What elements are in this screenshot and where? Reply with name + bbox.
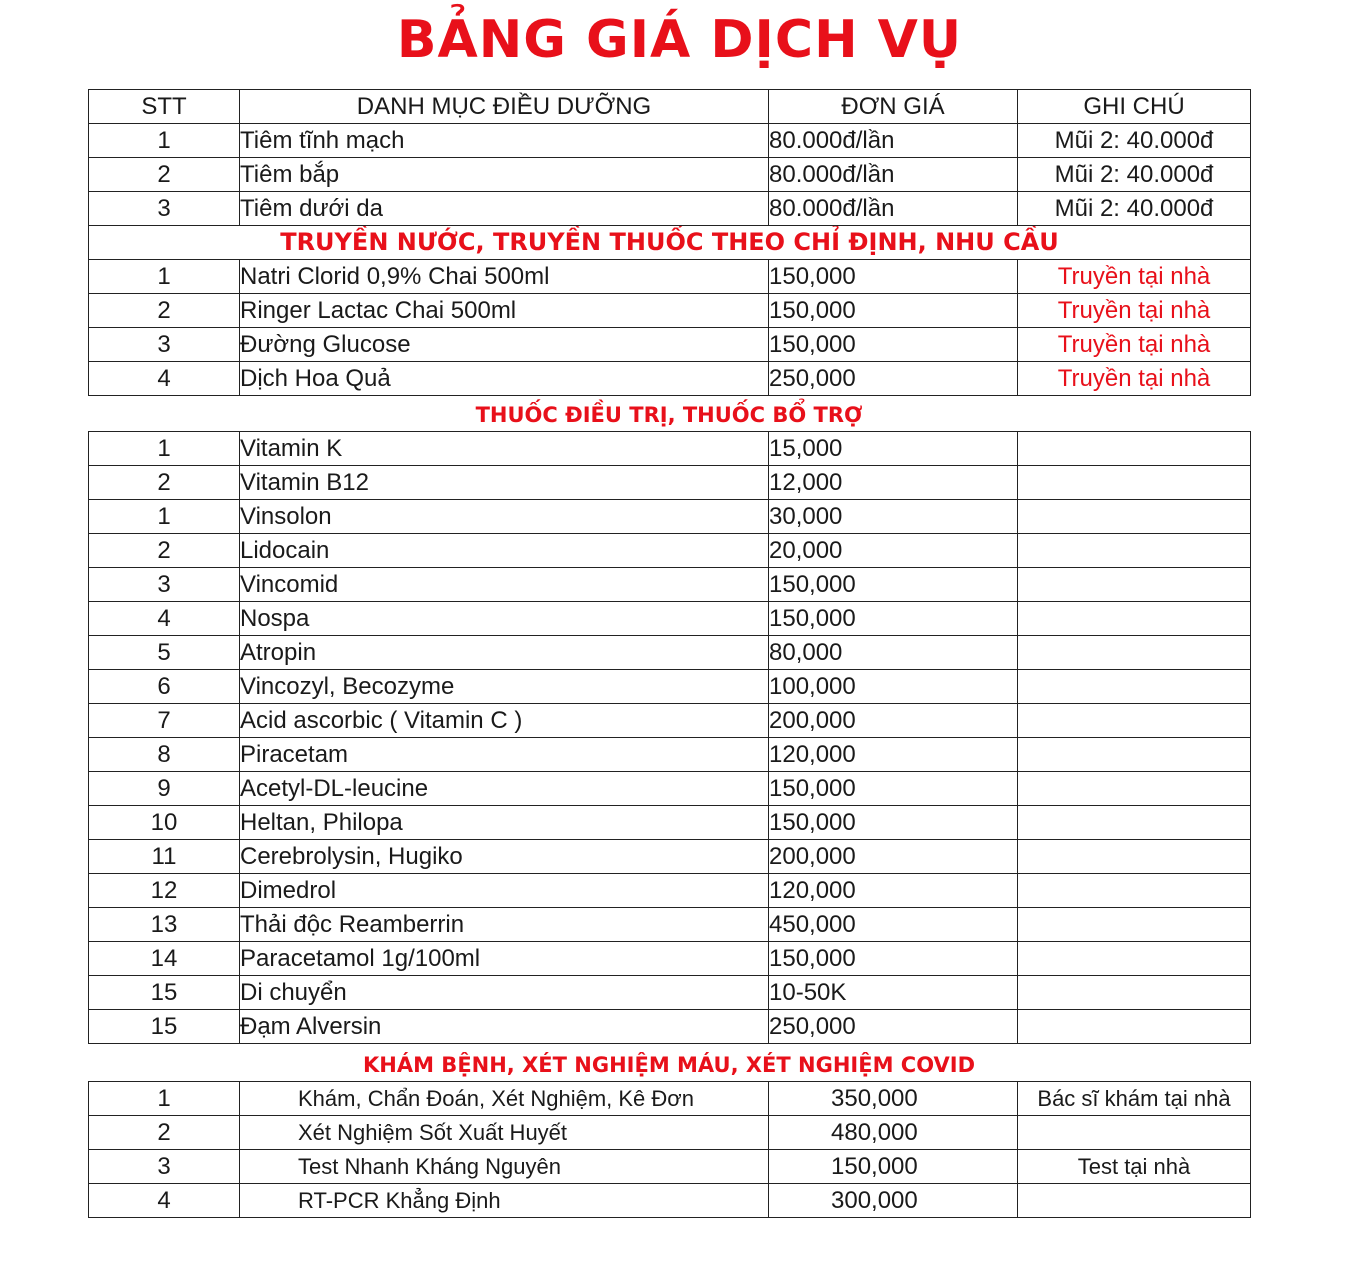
cell-name: Ringer Lactac Chai 500ml	[240, 294, 769, 328]
cell-note	[1018, 976, 1251, 1010]
cell-note	[1018, 1010, 1251, 1044]
cell-price: 450,000	[769, 908, 1018, 942]
table-row	[89, 976, 1251, 1010]
cell-stt: 3	[89, 192, 240, 226]
cell-name: Heltan, Philopa	[240, 806, 769, 840]
cell-stt: 7	[89, 704, 240, 738]
cell-stt: 8	[89, 738, 240, 772]
table-row	[89, 1116, 1251, 1150]
table-row	[89, 772, 1251, 806]
cell-name: Nospa	[240, 602, 769, 636]
cell-note	[1018, 738, 1251, 772]
header-stt: STT	[89, 90, 240, 124]
medicine-table	[88, 431, 1251, 1044]
table-header-row	[89, 90, 1251, 124]
cell-name: Dịch Hoa Quả	[240, 362, 769, 396]
cell-note	[1018, 534, 1251, 568]
cell-price: 10-50K	[769, 976, 1018, 1010]
cell-note: Mũi 2: 40.000đ	[1018, 158, 1251, 192]
cell-name: Khám, Chẩn Đoán, Xét Nghiệm, Kê Đơn	[240, 1082, 769, 1116]
table-row	[89, 534, 1251, 568]
cell-note	[1018, 874, 1251, 908]
cell-stt: 3	[89, 328, 240, 362]
cell-price: 150,000	[769, 942, 1018, 976]
table-row	[89, 362, 1251, 396]
cell-note	[1018, 908, 1251, 942]
cell-price: 80.000đ/lần	[769, 158, 1018, 192]
table-row	[89, 1184, 1251, 1218]
cell-stt: 1	[89, 260, 240, 294]
cell-name: Tiêm tĩnh mạch	[240, 124, 769, 158]
section-title-infusion: TRUYỀN NƯỚC, TRUYỀN THUỐC THEO CHỈ ĐỊNH, NHU CẦU	[89, 226, 1251, 260]
cell-stt: 3	[89, 1150, 240, 1184]
cell-price: 80.000đ/lần	[769, 192, 1018, 226]
cell-name: Vitamin B12	[240, 466, 769, 500]
table-row	[89, 500, 1251, 534]
table-row	[89, 158, 1251, 192]
cell-price: 350,000	[769, 1082, 1018, 1116]
cell-name: Tiêm bắp	[240, 158, 769, 192]
cell-name: Tiêm dưới da	[240, 192, 769, 226]
cell-price: 250,000	[769, 1010, 1018, 1044]
table-row	[89, 942, 1251, 976]
cell-note	[1018, 942, 1251, 976]
cell-stt: 3	[89, 568, 240, 602]
table-row	[89, 704, 1251, 738]
table-row	[89, 874, 1251, 908]
cell-name: Thải độc Reamberrin	[240, 908, 769, 942]
cell-name: Vinsolon	[240, 500, 769, 534]
table-row	[89, 1082, 1251, 1116]
cell-name: Vincomid	[240, 568, 769, 602]
table-row	[89, 908, 1251, 942]
cell-stt: 9	[89, 772, 240, 806]
page-title: BẢNG GIÁ DỊCH VỤ	[396, 10, 963, 70]
cell-stt: 2	[89, 466, 240, 500]
cell-stt: 2	[89, 158, 240, 192]
table-row	[89, 568, 1251, 602]
header-name: DANH MỤC ĐIỀU DƯỠNG	[240, 90, 769, 124]
cell-note	[1018, 568, 1251, 602]
cell-note	[1018, 704, 1251, 738]
cell-stt: 1	[89, 432, 240, 466]
table-row	[89, 1150, 1251, 1184]
table-row	[89, 636, 1251, 670]
cell-price: 20,000	[769, 534, 1018, 568]
table-row	[89, 294, 1251, 328]
cell-name: Đạm Alversin	[240, 1010, 769, 1044]
cell-note	[1018, 1116, 1251, 1150]
cell-price: 150,000	[769, 260, 1018, 294]
table-row	[89, 840, 1251, 874]
cell-name: Di chuyển	[240, 976, 769, 1010]
cell-price: 250,000	[769, 362, 1018, 396]
cell-note	[1018, 500, 1251, 534]
cell-stt: 6	[89, 670, 240, 704]
cell-note: Truyền tại nhà	[1018, 294, 1251, 328]
cell-price: 80.000đ/lần	[769, 124, 1018, 158]
cell-price: 150,000	[769, 1150, 1018, 1184]
cell-price: 15,000	[769, 432, 1018, 466]
cell-name: Lidocain	[240, 534, 769, 568]
cell-stt: 2	[89, 294, 240, 328]
cell-stt: 12	[89, 874, 240, 908]
cell-name: Đường Glucose	[240, 328, 769, 362]
cell-note: Truyền tại nhà	[1018, 362, 1251, 396]
nursing-table	[88, 89, 1251, 396]
cell-note: Truyền tại nhà	[1018, 260, 1251, 294]
cell-price: 12,000	[769, 466, 1018, 500]
cell-stt: 4	[89, 1184, 240, 1218]
cell-note: Mũi 2: 40.000đ	[1018, 192, 1251, 226]
cell-price: 100,000	[769, 670, 1018, 704]
cell-note: Truyền tại nhà	[1018, 328, 1251, 362]
cell-stt: 2	[89, 1116, 240, 1150]
table-row	[89, 328, 1251, 362]
table-row	[89, 260, 1251, 294]
cell-note: Mũi 2: 40.000đ	[1018, 124, 1251, 158]
table-row	[89, 432, 1251, 466]
cell-note	[1018, 432, 1251, 466]
cell-price: 150,000	[769, 602, 1018, 636]
cell-stt: 4	[89, 602, 240, 636]
cell-price: 150,000	[769, 328, 1018, 362]
cell-name: RT-PCR Khẳng Định	[240, 1184, 769, 1218]
cell-price: 30,000	[769, 500, 1018, 534]
cell-stt: 1	[89, 1082, 240, 1116]
cell-price: 120,000	[769, 874, 1018, 908]
cell-price: 150,000	[769, 772, 1018, 806]
cell-name: Paracetamol 1g/100ml	[240, 942, 769, 976]
cell-stt: 4	[89, 362, 240, 396]
table-row	[89, 466, 1251, 500]
cell-stt: 2	[89, 534, 240, 568]
table-row	[89, 738, 1251, 772]
header-price: ĐƠN GIÁ	[769, 90, 1018, 124]
cell-note	[1018, 1184, 1251, 1218]
cell-price: 480,000	[769, 1116, 1018, 1150]
cell-name: Natri Clorid 0,9% Chai 500ml	[240, 260, 769, 294]
cell-stt: 15	[89, 1010, 240, 1044]
cell-note: Bác sĩ khám tại nhà	[1018, 1082, 1251, 1116]
cell-stt: 10	[89, 806, 240, 840]
cell-note	[1018, 772, 1251, 806]
section-title-exam: KHÁM BỆNH, XÉT NGHIỆM MÁU, XÉT NGHIỆM COVID	[363, 1053, 975, 1077]
cell-stt: 15	[89, 976, 240, 1010]
cell-name: Xét Nghiệm Sốt Xuất Huyết	[240, 1116, 769, 1150]
table-row	[89, 806, 1251, 840]
cell-price: 150,000	[769, 294, 1018, 328]
cell-price: 200,000	[769, 840, 1018, 874]
cell-name: Acetyl-DL-leucine	[240, 772, 769, 806]
cell-stt: 13	[89, 908, 240, 942]
cell-note: Test tại nhà	[1018, 1150, 1251, 1184]
cell-name: Atropin	[240, 636, 769, 670]
cell-name: Cerebrolysin, Hugiko	[240, 840, 769, 874]
cell-note	[1018, 670, 1251, 704]
table-row	[89, 602, 1251, 636]
cell-price: 200,000	[769, 704, 1018, 738]
cell-stt: 1	[89, 124, 240, 158]
cell-price: 150,000	[769, 806, 1018, 840]
cell-note	[1018, 636, 1251, 670]
section-row	[89, 226, 1251, 260]
section-title-medicine: THUỐC ĐIỀU TRỊ, THUỐC BỔ TRỢ	[475, 403, 863, 427]
cell-stt: 5	[89, 636, 240, 670]
cell-name: Vincozyl, Becozyme	[240, 670, 769, 704]
exam-table	[88, 1081, 1251, 1218]
cell-name: Dimedrol	[240, 874, 769, 908]
header-note: GHI CHÚ	[1018, 90, 1251, 124]
cell-name: Acid ascorbic ( Vitamin C )	[240, 704, 769, 738]
cell-name: Test Nhanh Kháng Nguyên	[240, 1150, 769, 1184]
cell-stt: 14	[89, 942, 240, 976]
cell-stt: 1	[89, 500, 240, 534]
table-row	[89, 192, 1251, 226]
cell-stt: 11	[89, 840, 240, 874]
cell-price: 300,000	[769, 1184, 1018, 1218]
cell-note	[1018, 466, 1251, 500]
cell-name: Vitamin K	[240, 432, 769, 466]
cell-note	[1018, 806, 1251, 840]
cell-name: Piracetam	[240, 738, 769, 772]
cell-note	[1018, 840, 1251, 874]
cell-price: 150,000	[769, 568, 1018, 602]
table-row	[89, 1010, 1251, 1044]
table-row	[89, 124, 1251, 158]
table-row	[89, 670, 1251, 704]
cell-price: 80,000	[769, 636, 1018, 670]
cell-note	[1018, 602, 1251, 636]
cell-price: 120,000	[769, 738, 1018, 772]
